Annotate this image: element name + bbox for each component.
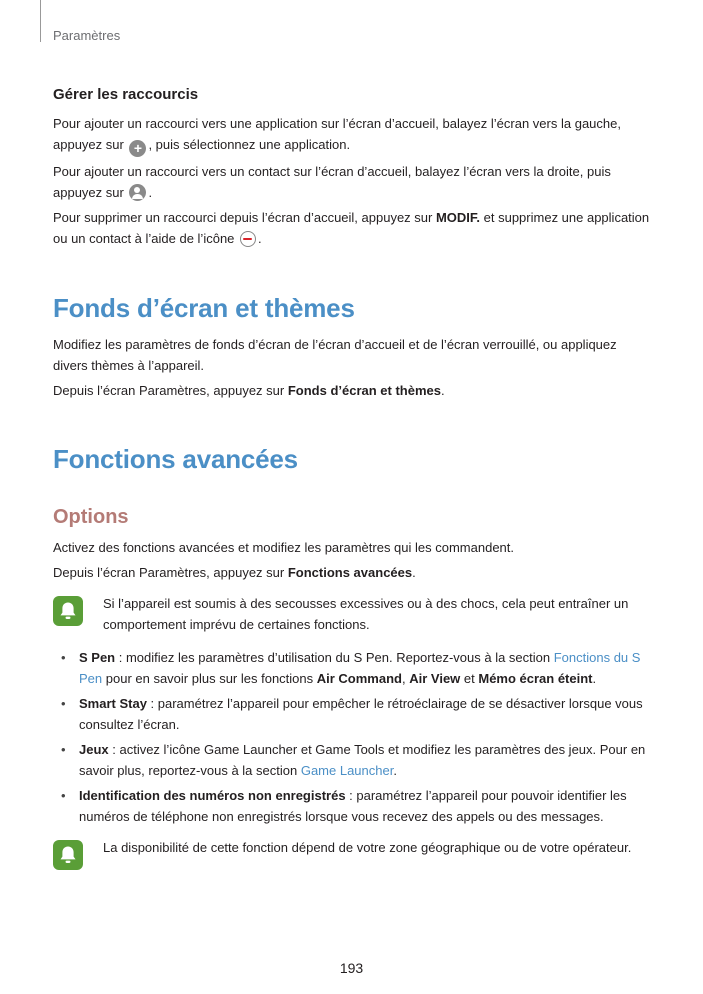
note-shocks (53, 593, 653, 635)
bold-text: Fonctions avancées (287, 565, 413, 580)
text: , (401, 671, 410, 686)
list-item (53, 693, 653, 735)
item-term: Jeux (79, 742, 109, 757)
text: et (460, 671, 479, 686)
item-term: S Pen (79, 650, 116, 665)
item-term: Identification des numéros non enregistrés (79, 788, 346, 803)
text: . (258, 231, 262, 246)
page-content (53, 80, 653, 870)
list-item (53, 785, 653, 827)
text: : activez l’icône Game Launcher et Game Tools et modifiez les paramètres des jeux. Pour en savoir plus, reportez-vous à la section (79, 742, 646, 778)
section-title-advanced: Fonctions avancées (53, 444, 298, 474)
text: , puis sélectionnez une application. (148, 137, 351, 152)
text: . (148, 185, 153, 200)
bold-text: Fonds d’écran et thèmes (287, 383, 441, 398)
bullet: • (61, 650, 66, 665)
bullet: • (61, 742, 66, 757)
link-game-launcher[interactable]: Game Launcher (300, 763, 394, 778)
link-s-pen-features[interactable]: Fonctions du S Pen (79, 650, 641, 686)
contact-icon (129, 184, 146, 201)
section-title-shortcuts: Gérer les raccourcis (53, 86, 199, 103)
note-text: La disponibilité de cette fonction dépend de votre zone géographique ou de votre opérateur. (103, 840, 632, 855)
item-term: Smart Stay (79, 696, 147, 711)
paragraph: Activez des fonctions avancées et modifiez les paramètres qui les commandent. (53, 540, 515, 555)
subsection-title-options: Options (53, 506, 129, 528)
paragraph (53, 207, 653, 249)
list-item (53, 647, 653, 689)
paragraph (53, 380, 653, 401)
text: et supprimez une application ou un contact à l’aide de l’icône (53, 210, 650, 246)
bold-text: Mémo écran éteint (478, 671, 593, 686)
text: Pour ajouter un raccourci vers une application sur l’écran d’accueil, balayez l’écran vers la gauche, appuyez sur (53, 116, 621, 152)
text: : modifiez les paramètres d’utilisation du S Pen. Reportez-vous à la section (115, 650, 554, 665)
paragraph (53, 113, 653, 157)
text: Depuis l’écran Paramètres, appuyez sur (53, 565, 288, 580)
text: Depuis l’écran Paramètres, appuyez sur (53, 383, 288, 398)
running-header: Paramètres (53, 28, 121, 43)
text: Pour supprimer un raccourci depuis l’écran d’accueil, appuyez sur (53, 210, 436, 225)
header-rule (40, 0, 41, 42)
text: : paramétrez l’appareil pour pouvoir identifier les numéros de téléphone non enregistrés lorsque vous recevez des appels ou des messages. (79, 788, 627, 824)
note-text: Si l’appareil est soumis à des secousses excessives ou à des chocs, cela peut entraîner un comportement imprévu de certaines fonctions. (103, 596, 629, 632)
note-availability (53, 837, 653, 858)
bullet: • (61, 696, 66, 711)
paragraph (53, 562, 653, 583)
bold-text: Air View (409, 671, 461, 686)
note-bell-icon (53, 840, 83, 870)
text: : paramétrez l’appareil pour empêcher le rétroéclairage de se désactiver lorsque vous consultez l’écran. (79, 696, 643, 732)
text: . (393, 763, 397, 778)
bold-text: Air Command (316, 671, 402, 686)
text: Pour ajouter un raccourci vers un contact sur l’écran d’accueil, balayez l’écran vers la droite, puis appuyez sur (53, 164, 611, 200)
bold-text: MODIF. (435, 210, 481, 225)
text: . (441, 383, 445, 398)
paragraph (53, 161, 653, 203)
plus-circle-icon: + (129, 140, 146, 157)
remove-minus-icon (240, 231, 256, 247)
section-title-wallpaper: Fonds d’écran et thèmes (53, 293, 355, 323)
paragraph: Modifiez les paramètres de fonds d’écran de l’écran d’accueil et de l’écran verrouillé, ou appliquez divers thèmes à l’appareil. (53, 337, 617, 373)
page-number: 193 (339, 960, 364, 976)
note-bell-icon (53, 596, 83, 626)
text: . (412, 565, 416, 580)
bullet: • (61, 788, 66, 803)
options-list (53, 647, 653, 827)
list-item (53, 739, 653, 781)
text: pour en savoir plus sur les fonctions (102, 671, 317, 686)
text: . (592, 671, 597, 686)
